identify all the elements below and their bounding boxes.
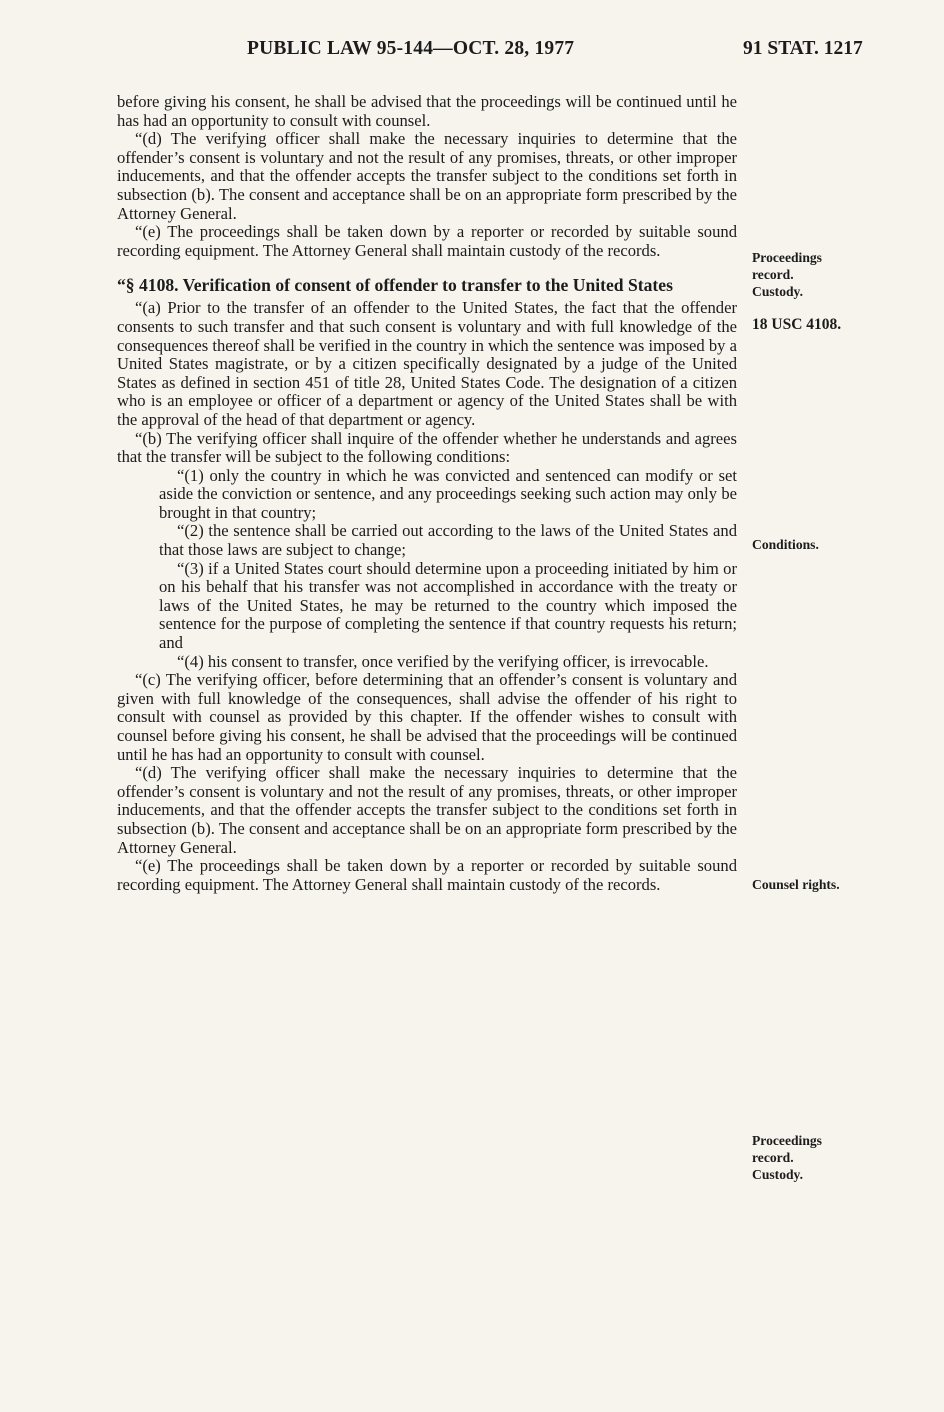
section-heading: “§ 4108. Verification of consent of offender to transfer to the United States [117, 275, 673, 296]
margin-note-usc-citation: 18 USC 4108. [752, 316, 842, 333]
margin-notes [752, 0, 932, 1412]
margin-note-proceedings-record: Proceedings record. Custody. [752, 250, 822, 299]
list-item: “(2) the sentence shall be carried out according to the laws of the United States and that those laws are subject to change; [159, 521, 737, 560]
header-title: PUBLIC LAW 95-144—OCT. 28, 1977 [247, 38, 575, 59]
paragraph: “(e) The proceedings shall be taken down by a reporter or recorded by suitable sound recording equipment. The Attorney General shall maintain custody of the records. [117, 856, 737, 894]
paragraph: “(a) Prior to the transfer of an offender to the United States, the fact that the offender consents to such transfer and that such consent is voluntary and with full knowledge of the consequences thereof shall be verified in the country in which the sentence was imposed by a United States magistrate, or by a citizen specifically designated by a judge of the United States as defined in section 451 of title 28, United States Code. The designation of a citizen who is an employee or officer of a department or agency of the United States shall be with the approval of the head of that department or agency. [117, 298, 737, 429]
paragraph: “(d) The verifying officer shall make the necessary inquiries to determine that the offender’s consent is voluntary and not the result of any promises, threats, or other improper inducements, and that the offender accepts the transfer subject to the conditions set forth in subsection (b). The consent and acceptance shall be on an appropriate form prescribed by the Attorney General. [117, 129, 737, 223]
header-stat-citation: 91 STAT. 1217 [743, 38, 863, 59]
paragraph: “(c) The verifying officer, before determining that an offender’s consent is voluntary and given with full knowledge of the consequences, shall advise the offender of his right to consult with counsel as provided by this chapter. If the offender wishes to consult with counsel before giving his consent, he shall be advised that the proceedings will be continued until he has had an opportunity to consult with counsel. [117, 670, 737, 764]
list-item: “(1) only the country in which he was convicted and sentenced can modify or set aside the conviction or sentence, and any proceedings seeking such action may only be brought in that country; [159, 465, 737, 522]
margin-note-counsel-rights: Counsel rights. [752, 877, 840, 892]
paragraph: “(b) The verifying officer shall inquire of the offender whether he understands and agrees that the transfer will be subject to the following conditions: [117, 428, 737, 467]
body-text [117, 93, 737, 894]
paragraph: “(d) The verifying officer shall make the necessary inquiries to determine that the offender’s consent is voluntary and not the result of any promises, threats, or other improper inducements, and that the offender accepts the transfer subject to the conditions set forth in subsection (b). The consent and acceptance shall be on an appropriate form prescribed by the Attorney General. [117, 763, 737, 857]
list-item: “(3) if a United States court should determine upon a proceeding initiated by him or on his behalf that his transfer was not accomplished in accordance with the treaty or laws of the United States, he may be returned to the country which imposed the sentence for the purpose of completing the sentence if that country requests his return; and [159, 558, 737, 653]
paragraph: before giving his consent, he shall be advised that the proceedings will be continued until he has had an opportunity to consult with counsel. [117, 92, 737, 130]
list-item: “(4) his consent to transfer, once verified by the verifying officer, is irrevocable. [177, 651, 709, 671]
margin-note-conditions: Conditions. [752, 537, 819, 552]
paragraph: “(e) The proceedings shall be taken down by a reporter or recorded by suitable sound recording equipment. The Attorney General shall maintain custody of the records. [117, 222, 737, 260]
margin-note-proceedings-record: Proceedings record. Custody. [752, 1133, 822, 1182]
